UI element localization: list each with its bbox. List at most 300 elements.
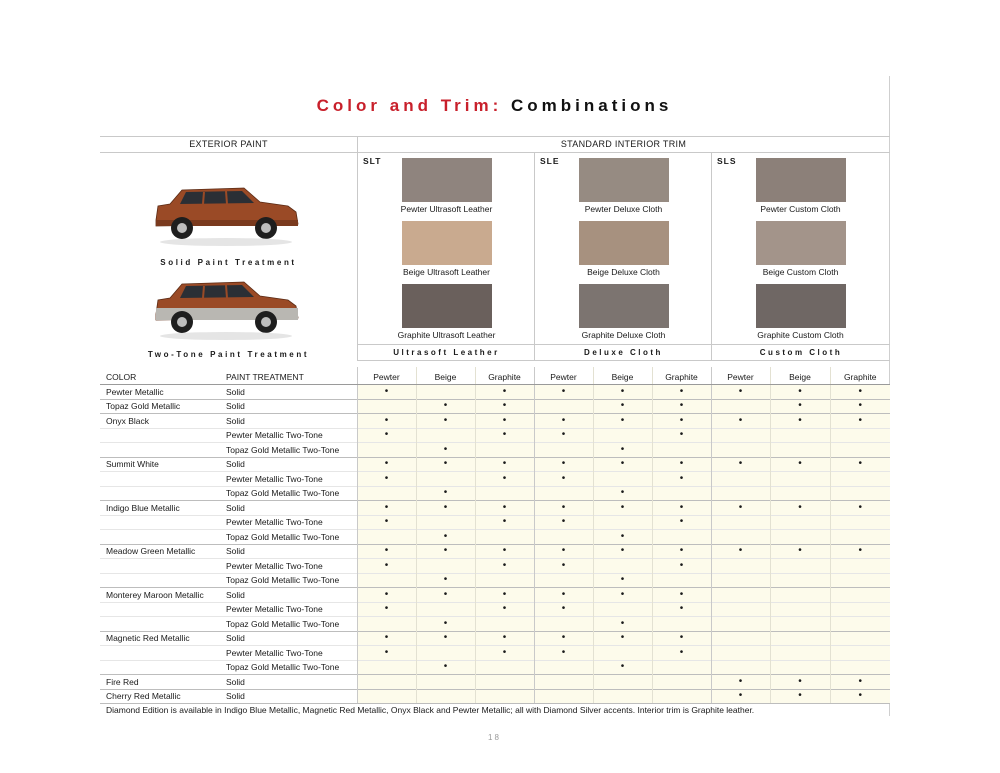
exterior-paint-header: EXTERIOR PAINT [189,139,268,149]
swatch-pewter-custom-cloth [756,158,846,202]
availability-empty [475,530,534,545]
availability-empty [711,472,770,487]
availability-mark: • [534,457,593,472]
availability-mark: • [770,457,830,472]
exterior-color-cell [100,617,220,632]
availability-mark: • [534,588,593,603]
availability-empty [416,602,475,617]
availability-mark: • [534,414,593,429]
availability-mark: • [475,559,534,574]
availability-mark: • [475,602,534,617]
exterior-color-cell: Summit White [100,457,220,472]
availability-mark: • [416,660,475,675]
availability-mark: • [475,501,534,516]
availability-empty [711,617,770,632]
availability-empty [357,530,416,545]
availability-empty [475,486,534,501]
availability-empty [652,573,711,588]
availability-mark: • [593,544,652,559]
availability-mark: • [652,588,711,603]
availability-mark: • [475,399,534,414]
exterior-color-cell [100,660,220,675]
availability-mark: • [830,544,890,559]
availability-mark: • [830,457,890,472]
availability-mark: • [357,515,416,530]
paint-treatment-cell: Topaz Gold Metallic Two-Tone [220,660,357,675]
table-row [100,530,890,545]
availability-empty [770,428,830,443]
availability-empty [830,646,890,661]
table-row [100,602,890,617]
availability-empty [830,631,890,646]
table-row [100,486,890,501]
availability-mark: • [475,515,534,530]
availability-mark: • [830,399,890,414]
availability-empty [830,588,890,603]
availability-mark: • [534,472,593,487]
table-row [100,617,890,632]
availability-empty [357,486,416,501]
paint-treatment-cell: Pewter Metallic Two-Tone [220,646,357,661]
column-header-trim-color: Pewter [357,367,416,385]
availability-empty [652,689,711,704]
availability-empty [534,689,593,704]
availability-empty [830,428,890,443]
availability-mark: • [593,385,652,400]
suv-two-tone-icon [148,270,304,346]
availability-empty [593,428,652,443]
availability-mark: • [652,472,711,487]
availability-mark: • [652,385,711,400]
availability-empty [711,573,770,588]
availability-mark: • [711,457,770,472]
table-row [100,472,890,487]
table-row [100,544,890,559]
availability-empty [711,559,770,574]
availability-empty [593,602,652,617]
availability-mark: • [652,515,711,530]
exterior-color-cell [100,646,220,661]
availability-mark: • [416,588,475,603]
availability-mark: • [652,631,711,646]
availability-empty [534,660,593,675]
column-header-color: COLOR [100,367,220,385]
availability-empty [475,617,534,632]
availability-empty [416,646,475,661]
availability-empty [770,646,830,661]
table-row [100,631,890,646]
availability-mark: • [475,544,534,559]
availability-mark: • [770,414,830,429]
availability-mark: • [593,399,652,414]
combination-table [100,367,890,704]
table-row [100,443,890,458]
table-row [100,515,890,530]
title-accent: Color and Trim: [316,96,503,115]
exterior-color-cell [100,472,220,487]
swatch-caption: Pewter Deluxe Cloth [584,204,663,214]
trim-group-deluxe-cloth: Deluxe Cloth [534,344,712,361]
availability-mark: • [770,689,830,704]
page-title [100,96,889,116]
availability-empty [416,472,475,487]
trim-column-slt [357,152,535,344]
paint-treatment-cell: Solid [220,385,357,400]
section-header-row [100,136,890,153]
availability-mark: • [534,631,593,646]
swatch-caption: Beige Ultrasoft Leather [403,267,490,277]
availability-empty [711,515,770,530]
availability-empty [416,428,475,443]
availability-empty [475,689,534,704]
column-header-trim-color: Beige [593,367,652,385]
availability-empty [830,443,890,458]
availability-mark: • [416,486,475,501]
availability-mark: • [593,443,652,458]
table-body [100,385,890,704]
swatch-pewter-ultrasoft-leather [402,158,492,202]
availability-empty [534,486,593,501]
availability-empty [593,559,652,574]
availability-empty [357,617,416,632]
availability-empty [770,559,830,574]
availability-mark: • [652,544,711,559]
availability-mark: • [534,428,593,443]
trim-group-ultrasoft-leather: Ultrasoft Leather [357,344,535,361]
availability-mark: • [593,414,652,429]
paint-treatment-cell: Topaz Gold Metallic Two-Tone [220,486,357,501]
column-header-trim-color: Graphite [652,367,711,385]
availability-mark: • [475,385,534,400]
availability-mark: • [711,501,770,516]
exterior-color-cell [100,573,220,588]
table-header-row [100,367,890,385]
availability-mark: • [770,385,830,400]
availability-mark: • [711,414,770,429]
swatch-caption: Graphite Deluxe Cloth [581,330,666,340]
trim-code: SLT [363,156,382,166]
swatch-caption: Graphite Ultrasoft Leather [397,330,496,340]
paint-treatment-cell: Pewter Metallic Two-Tone [220,515,357,530]
availability-empty [711,646,770,661]
availability-empty [830,559,890,574]
availability-empty [416,559,475,574]
title-main: Combinations [511,96,673,115]
exterior-color-cell: Magnetic Red Metallic [100,631,220,646]
availability-empty [830,472,890,487]
availability-empty [711,443,770,458]
availability-mark: • [357,588,416,603]
exterior-color-cell: Topaz Gold Metallic [100,399,220,414]
two-tone-paint-label: Two-Tone Paint Treatment [147,350,310,359]
availability-empty [711,660,770,675]
availability-mark: • [593,660,652,675]
swatch-caption: Beige Deluxe Cloth [587,267,660,277]
availability-empty [416,385,475,400]
availability-mark: • [593,573,652,588]
availability-empty [593,646,652,661]
paint-treatment-cell: Solid [220,675,357,690]
availability-empty [711,631,770,646]
availability-mark: • [830,385,890,400]
page-number: 18 [488,733,501,742]
paint-treatment-cell: Solid [220,399,357,414]
column-header-trim-color: Pewter [711,367,770,385]
availability-empty [357,689,416,704]
availability-mark: • [416,544,475,559]
availability-empty [416,689,475,704]
availability-empty [770,472,830,487]
availability-mark: • [534,501,593,516]
swatch-beige-ultrasoft-leather [402,221,492,265]
exterior-color-cell [100,428,220,443]
paint-treatment-cell: Topaz Gold Metallic Two-Tone [220,530,357,545]
availability-empty [475,660,534,675]
availability-empty [770,515,830,530]
exterior-color-cell [100,530,220,545]
swatch-beige-deluxe-cloth [579,221,669,265]
paint-treatment-cell: Pewter Metallic Two-Tone [220,559,357,574]
swatch-caption: Beige Custom Cloth [762,267,839,277]
table-row [100,559,890,574]
availability-empty [357,573,416,588]
table-row [100,457,890,472]
availability-empty [593,515,652,530]
availability-mark: • [357,472,416,487]
availability-empty [357,660,416,675]
availability-empty [830,660,890,675]
availability-empty [357,443,416,458]
availability-empty [534,675,593,690]
availability-mark: • [711,385,770,400]
table-row [100,646,890,661]
availability-mark: • [416,617,475,632]
paint-treatment-cell: Solid [220,588,357,603]
availability-mark: • [475,457,534,472]
availability-mark: • [357,544,416,559]
availability-mark: • [830,414,890,429]
availability-mark: • [652,414,711,429]
availability-empty [534,399,593,414]
table-row [100,399,890,414]
availability-mark: • [475,472,534,487]
availability-mark: • [652,501,711,516]
column-header-paint-treatment: PAINT TREATMENT [220,367,357,385]
availability-mark: • [357,428,416,443]
exterior-color-cell [100,443,220,458]
availability-mark: • [711,675,770,690]
availability-mark: • [416,501,475,516]
availability-mark: • [770,544,830,559]
availability-empty [830,573,890,588]
availability-mark: • [357,559,416,574]
table-row [100,414,890,429]
paint-treatment-cell: Topaz Gold Metallic Two-Tone [220,573,357,588]
trim-overview [100,136,890,359]
availability-mark: • [357,385,416,400]
trim-group-custom-cloth: Custom Cloth [711,344,890,361]
solid-paint-vehicle-image [148,176,304,257]
availability-mark: • [416,631,475,646]
trim-column-sls [711,152,890,344]
availability-empty [830,530,890,545]
availability-mark: • [593,501,652,516]
availability-empty [770,602,830,617]
column-header-trim-color: Beige [416,367,475,385]
availability-mark: • [475,631,534,646]
availability-mark: • [830,501,890,516]
availability-mark: • [475,646,534,661]
availability-mark: • [534,559,593,574]
availability-empty [711,588,770,603]
availability-mark: • [357,646,416,661]
availability-mark: • [830,689,890,704]
diamond-edition-note: Diamond Edition is available in Indigo Blue Metallic, Magnetic Red Metallic, Onyx Black and Pewter Metallic; all with Diamond Silver accents. Interior trim is Graphite leather. [106,705,755,715]
exterior-color-cell: Indigo Blue Metallic [100,501,220,516]
availability-empty [652,443,711,458]
availability-empty [652,617,711,632]
availability-empty [830,515,890,530]
paint-treatment-cell: Topaz Gold Metallic Two-Tone [220,443,357,458]
exterior-color-cell: Cherry Red Metallic [100,689,220,704]
table-row [100,501,890,516]
swatch-beige-custom-cloth [756,221,846,265]
availability-empty [534,530,593,545]
exterior-color-cell: Fire Red [100,675,220,690]
paint-treatment-cell: Pewter Metallic Two-Tone [220,428,357,443]
availability-mark: • [593,530,652,545]
two-tone-vehicle-image [148,270,304,351]
availability-mark: • [652,646,711,661]
availability-mark: • [593,457,652,472]
availability-empty [770,617,830,632]
availability-mark: • [534,646,593,661]
table-row [100,385,890,400]
availability-mark: • [416,530,475,545]
availability-empty [711,486,770,501]
availability-mark: • [652,559,711,574]
availability-mark: • [652,399,711,414]
availability-empty [770,573,830,588]
availability-mark: • [416,443,475,458]
availability-empty [770,486,830,501]
availability-mark: • [593,486,652,501]
availability-mark: • [416,414,475,429]
availability-mark: • [357,414,416,429]
availability-mark: • [534,515,593,530]
availability-empty [416,675,475,690]
availability-empty [357,675,416,690]
availability-mark: • [652,428,711,443]
swatch-graphite-ultrasoft-leather [402,284,492,328]
availability-mark: • [357,457,416,472]
availability-mark: • [770,399,830,414]
paint-treatment-cell: Solid [220,414,357,429]
availability-empty [652,675,711,690]
availability-mark: • [534,602,593,617]
availability-empty [475,675,534,690]
availability-mark: • [475,428,534,443]
paint-treatment-cell: Topaz Gold Metallic Two-Tone [220,617,357,632]
availability-empty [652,486,711,501]
availability-mark: • [593,588,652,603]
availability-empty [711,399,770,414]
column-header-trim-color: Beige [770,367,830,385]
exterior-color-cell [100,486,220,501]
availability-empty [770,660,830,675]
exterior-color-cell: Pewter Metallic [100,385,220,400]
availability-empty [593,689,652,704]
availability-mark: • [475,588,534,603]
availability-empty [534,617,593,632]
swatch-caption: Pewter Ultrasoft Leather [400,204,493,214]
suv-solid-icon [148,176,304,252]
table-row [100,428,890,443]
availability-mark: • [711,689,770,704]
availability-mark: • [593,617,652,632]
availability-mark: • [593,631,652,646]
availability-empty [770,631,830,646]
table-row [100,675,890,690]
availability-mark: • [416,573,475,588]
interior-trim-header: STANDARD INTERIOR TRIM [560,139,687,149]
swatch-graphite-deluxe-cloth [579,284,669,328]
availability-empty [652,530,711,545]
availability-mark: • [357,501,416,516]
column-header-trim-color: Graphite [830,367,890,385]
availability-empty [593,472,652,487]
availability-empty [534,573,593,588]
table-row [100,588,890,603]
availability-mark: • [711,544,770,559]
swatch-pewter-deluxe-cloth [579,158,669,202]
paint-treatment-cell: Solid [220,631,357,646]
availability-empty [830,617,890,632]
trim-column-sle [534,152,712,344]
exterior-color-cell: Onyx Black [100,414,220,429]
exterior-color-cell: Meadow Green Metallic [100,544,220,559]
exterior-color-cell [100,602,220,617]
availability-empty [475,573,534,588]
availability-mark: • [770,501,830,516]
column-header-trim-color: Pewter [534,367,593,385]
availability-empty [475,443,534,458]
availability-empty [830,486,890,501]
swatch-caption: Pewter Custom Cloth [760,204,841,214]
exterior-color-cell [100,559,220,574]
paint-treatment-cell: Solid [220,501,357,516]
availability-empty [770,443,830,458]
paint-treatment-cell: Pewter Metallic Two-Tone [220,472,357,487]
availability-mark: • [534,385,593,400]
availability-empty [357,399,416,414]
availability-empty [770,588,830,603]
table-row [100,660,890,675]
availability-empty [711,428,770,443]
availability-empty [593,675,652,690]
availability-empty [711,602,770,617]
availability-mark: • [416,399,475,414]
availability-empty [770,530,830,545]
trim-code: SLE [540,156,560,166]
column-header-trim-color: Graphite [475,367,534,385]
trim-code: SLS [717,156,737,166]
availability-mark: • [475,414,534,429]
exterior-color-cell: Monterey Maroon Metallic [100,588,220,603]
paint-treatment-cell: Pewter Metallic Two-Tone [220,602,357,617]
swatch-graphite-custom-cloth [756,284,846,328]
paint-treatment-cell: Solid [220,689,357,704]
